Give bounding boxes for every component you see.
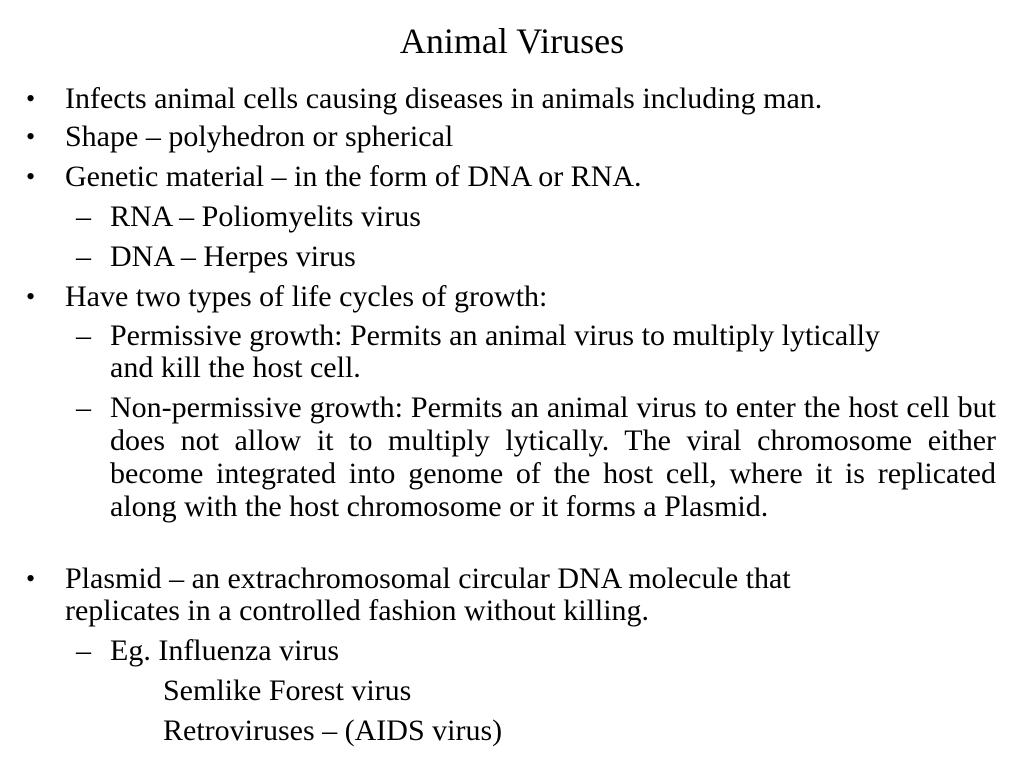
bullet-genetic-material: Genetic material – in the form of DNA or RNA.	[65, 160, 642, 193]
bullet-marker: •	[26, 282, 36, 311]
bullet-plasmid-line2: replicates in a controlled fashion without killing.	[65, 594, 650, 627]
dash-marker: –	[76, 634, 91, 667]
dash-marker: –	[76, 240, 91, 273]
dash-marker: –	[76, 319, 91, 352]
sub-bullet-examples: Eg. Influenza virus	[110, 634, 340, 667]
slide-title: Animal Viruses	[399, 21, 625, 61]
sub-bullet-dna: DNA – Herpes virus	[110, 240, 356, 273]
bullet-plasmid-line1: Plasmid – an extrachromosomal circular DNA molecule that	[65, 562, 791, 595]
example-semlike-forest: Semlike Forest virus	[163, 674, 412, 707]
sub-bullet-rna: RNA – Poliomyelits virus	[110, 200, 421, 233]
bullet-infects: Infects animal cells causing diseases in animals including man.	[65, 82, 823, 115]
dash-marker: –	[76, 200, 91, 233]
bullet-life-cycles: Have two types of life cycles of growth:	[65, 280, 548, 313]
bullet-marker: •	[26, 162, 36, 191]
sub-bullet-non-permissive: Non-permissive growth: Permits an animal virus to enter the host cell but does not allow it to multiply lytically. The viral chromosome either become integrated into genome of the host cell, where it is replicated along with the host chromosome or it forms a Plasmid.	[110, 391, 996, 523]
bullet-marker: •	[26, 84, 36, 113]
sub-bullet-permissive-line2: and kill the host cell.	[110, 351, 361, 384]
bullet-marker: •	[26, 122, 36, 151]
sub-bullet-permissive-line1: Permissive growth: Permits an animal virus to multiply lytically	[110, 319, 880, 352]
bullet-marker: •	[26, 564, 36, 593]
dash-marker: –	[76, 391, 91, 424]
bullet-shape: Shape – polyhedron or spherical	[65, 120, 454, 153]
example-retroviruses: Retroviruses – (AIDS virus)	[163, 714, 503, 747]
